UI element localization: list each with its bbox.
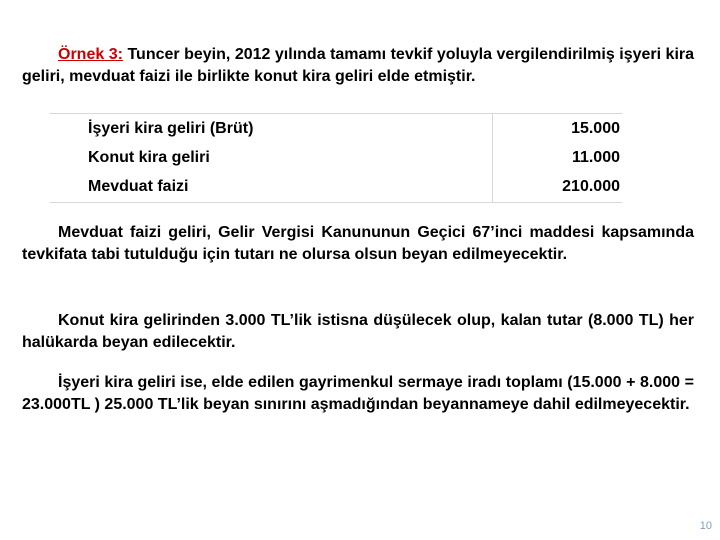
deposit-interest-paragraph: Mevduat faizi geliri, Gelir Vergisi Kanununun Geçici 67’inci maddesi kapsamında tevkifata tabi tutulduğu için tutarı ne olursa olsun beyan edilmeyecektir.	[22, 224, 694, 263]
income-amount: 15.000	[493, 114, 623, 145]
income-name: Mevduat faizi	[50, 172, 493, 203]
income-name: İşyeri kira geliri (Brüt)	[50, 114, 493, 145]
income-amount: 11.000	[493, 144, 623, 172]
income-table	[50, 113, 622, 203]
table-row	[50, 144, 622, 172]
table-row	[50, 172, 622, 203]
income-name: Konut kira geliri	[88, 149, 210, 166]
workplace-rent-paragraph: İşyeri kira geliri ise, elde edilen gayrimenkul sermaye iradı toplamı (15.000 + 8.000 = 23.000TL ) 25.000 TL’lik beyan sınırını aşmadığından beyannameye dahil edilmeyecektir.	[22, 374, 694, 413]
example-text: Tuncer beyin, 2012 yılında tamamı tevkif yoluyla vergilendirilmiş işyeri kira geliri, mevduat faizi ile birlikte konut kira geliri elde etmiştir.	[22, 46, 695, 85]
table-row	[50, 114, 622, 145]
income-amount: 210.000	[493, 172, 623, 203]
example-intro	[22, 44, 694, 88]
housing-rent-paragraph: Konut kira gelirinden 3.000 TL’lik istisna düşülecek olup, kalan tutar (8.000 TL) her halükarda beyan edilecektir.	[22, 312, 694, 351]
example-label: Örnek 3:	[58, 46, 123, 63]
page-number: 10	[699, 520, 712, 532]
